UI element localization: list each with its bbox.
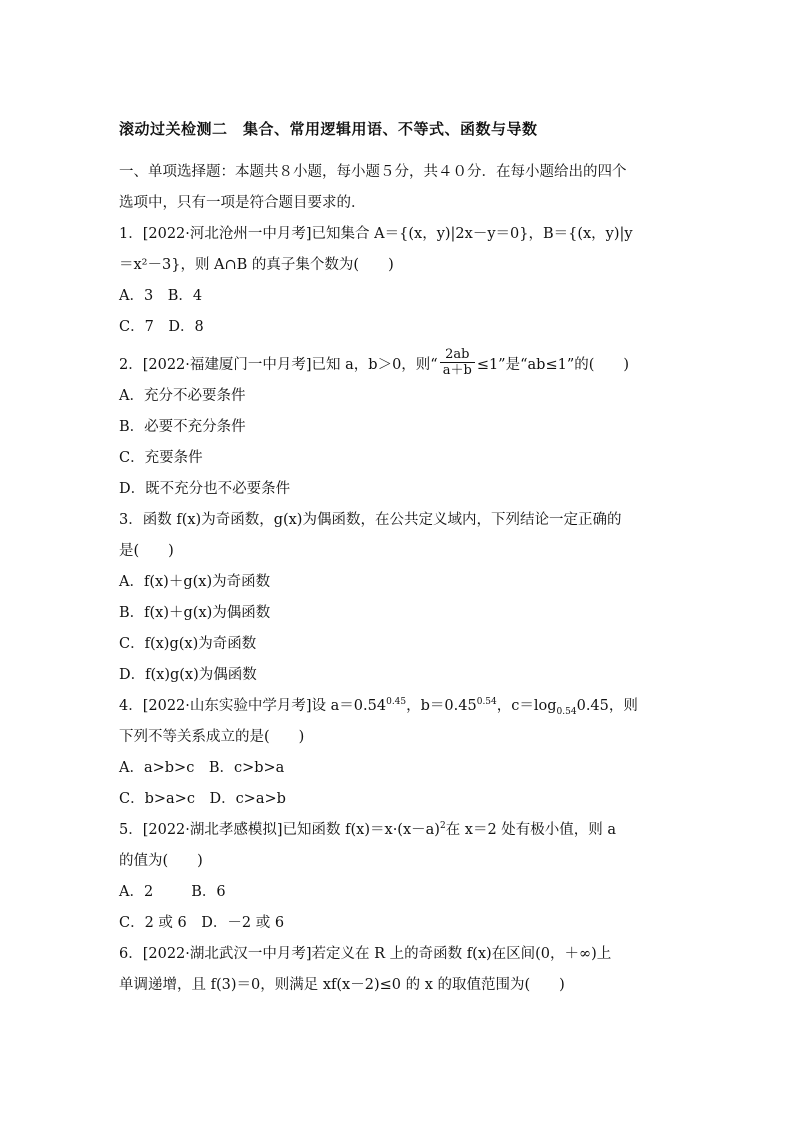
q3-stem-line2: 是( ) bbox=[119, 543, 174, 559]
section-heading-line1: 一、单项选择题：本题共８小题，每小题５分，共４０分．在每小题给出的四个 bbox=[119, 164, 627, 180]
q1-options-cd: C．7 D．8 bbox=[119, 319, 204, 335]
q4-text-2: ，b＝0.45 bbox=[406, 698, 477, 714]
q1-stem-line1: 1．[2022·河北沧州一中月考]已知集合 A＝{(x，y)|2x－y＝0}，B＝{(x，y)|y bbox=[119, 226, 633, 242]
q2-option-d: D．既不充分也不必要条件 bbox=[119, 481, 291, 497]
q3-option-c: C．f(x)g(x)为奇函数 bbox=[119, 636, 257, 652]
q2-stem-suffix: ≤1”是“ab≤1”的( ) bbox=[476, 357, 630, 373]
q5-option-b: B．6 bbox=[191, 884, 226, 900]
q4-stem-line2: 下列不等关系成立的是( ) bbox=[119, 729, 305, 745]
q2-option-b: B．必要不充分条件 bbox=[119, 419, 246, 435]
q4-text-3: ，c＝log bbox=[496, 698, 557, 714]
q3-option-a: A．f(x)＋g(x)为奇函数 bbox=[119, 574, 271, 590]
q4-options-cd: C．b>a>c D．c>a>b bbox=[119, 791, 286, 807]
q3-option-b: B．f(x)＋g(x)为偶函数 bbox=[119, 605, 271, 621]
q4-log-base: 0.54 bbox=[556, 706, 577, 717]
q2-option-a: A．充分不必要条件 bbox=[119, 388, 246, 404]
q2-fraction-numerator: 2ab bbox=[440, 347, 475, 363]
q5-options-cd: C．2 或 6 D．－2 或 6 bbox=[119, 915, 285, 931]
section-heading-line2: 选项中，只有一项是符合题目要求的． bbox=[119, 195, 366, 211]
q6-stem-line2: 单调递增，且 f(3)＝0，则满足 xf(x－2)≤0 的 x 的取值范围为( ) bbox=[119, 977, 565, 993]
q1-options-ab: A．3 B．4 bbox=[119, 288, 203, 304]
q5-option-a: A．2 bbox=[119, 884, 154, 900]
page-title: 滚动过关检测二 集合、常用逻辑用语、不等式、函数与导数 bbox=[119, 120, 538, 138]
q3-stem-line1: 3．函数 f(x)为奇函数，g(x)为偶函数，在公共定义域内，下列结论一定正确的 bbox=[119, 512, 622, 528]
q2-fraction bbox=[440, 347, 475, 378]
q2-stem-prefix: 2．[2022·福建厦门一中月考]已知 a，b＞0，则“ bbox=[119, 357, 438, 373]
q5-stem-line1 bbox=[119, 818, 679, 849]
q6-stem-line1: 6．[2022·湖北武汉一中月考]若定义在 R 上的奇函数 f(x)在区间(0，＋∞)上 bbox=[119, 946, 612, 962]
q4-text-4: 0.45，则 bbox=[576, 698, 638, 714]
q5-options-ab bbox=[119, 880, 679, 911]
q5-text-1: 5．[2022·湖北孝感模拟]已知函数 f(x)＝x·(x－a) bbox=[119, 822, 440, 838]
q2-stem bbox=[119, 346, 679, 384]
q2-fraction-denominator: a＋b bbox=[442, 362, 472, 378]
q4-exp-2: 0.54 bbox=[476, 697, 497, 708]
q4-text-1: 4．[2022·山东实验中学月考]设 a＝0.54 bbox=[119, 698, 387, 714]
q4-stem-line1 bbox=[119, 694, 679, 725]
q5-text-2: 在 x＝2 处有极小值，则 a bbox=[445, 822, 617, 838]
q2-option-c: C．充要条件 bbox=[119, 450, 203, 466]
q1-stem-line2: ＝x²－3}，则 A∩B 的真子集个数为( ) bbox=[119, 257, 394, 273]
q4-exp-1: 0.45 bbox=[386, 697, 407, 708]
q3-option-d: D．f(x)g(x)为偶函数 bbox=[119, 667, 257, 683]
q5-stem-line2: 的值为( ) bbox=[119, 853, 203, 869]
q5-exp: 2 bbox=[439, 821, 446, 832]
exam-content bbox=[119, 160, 679, 1004]
q4-options-ab: A．a>b>c B．c>b>a bbox=[119, 760, 285, 776]
